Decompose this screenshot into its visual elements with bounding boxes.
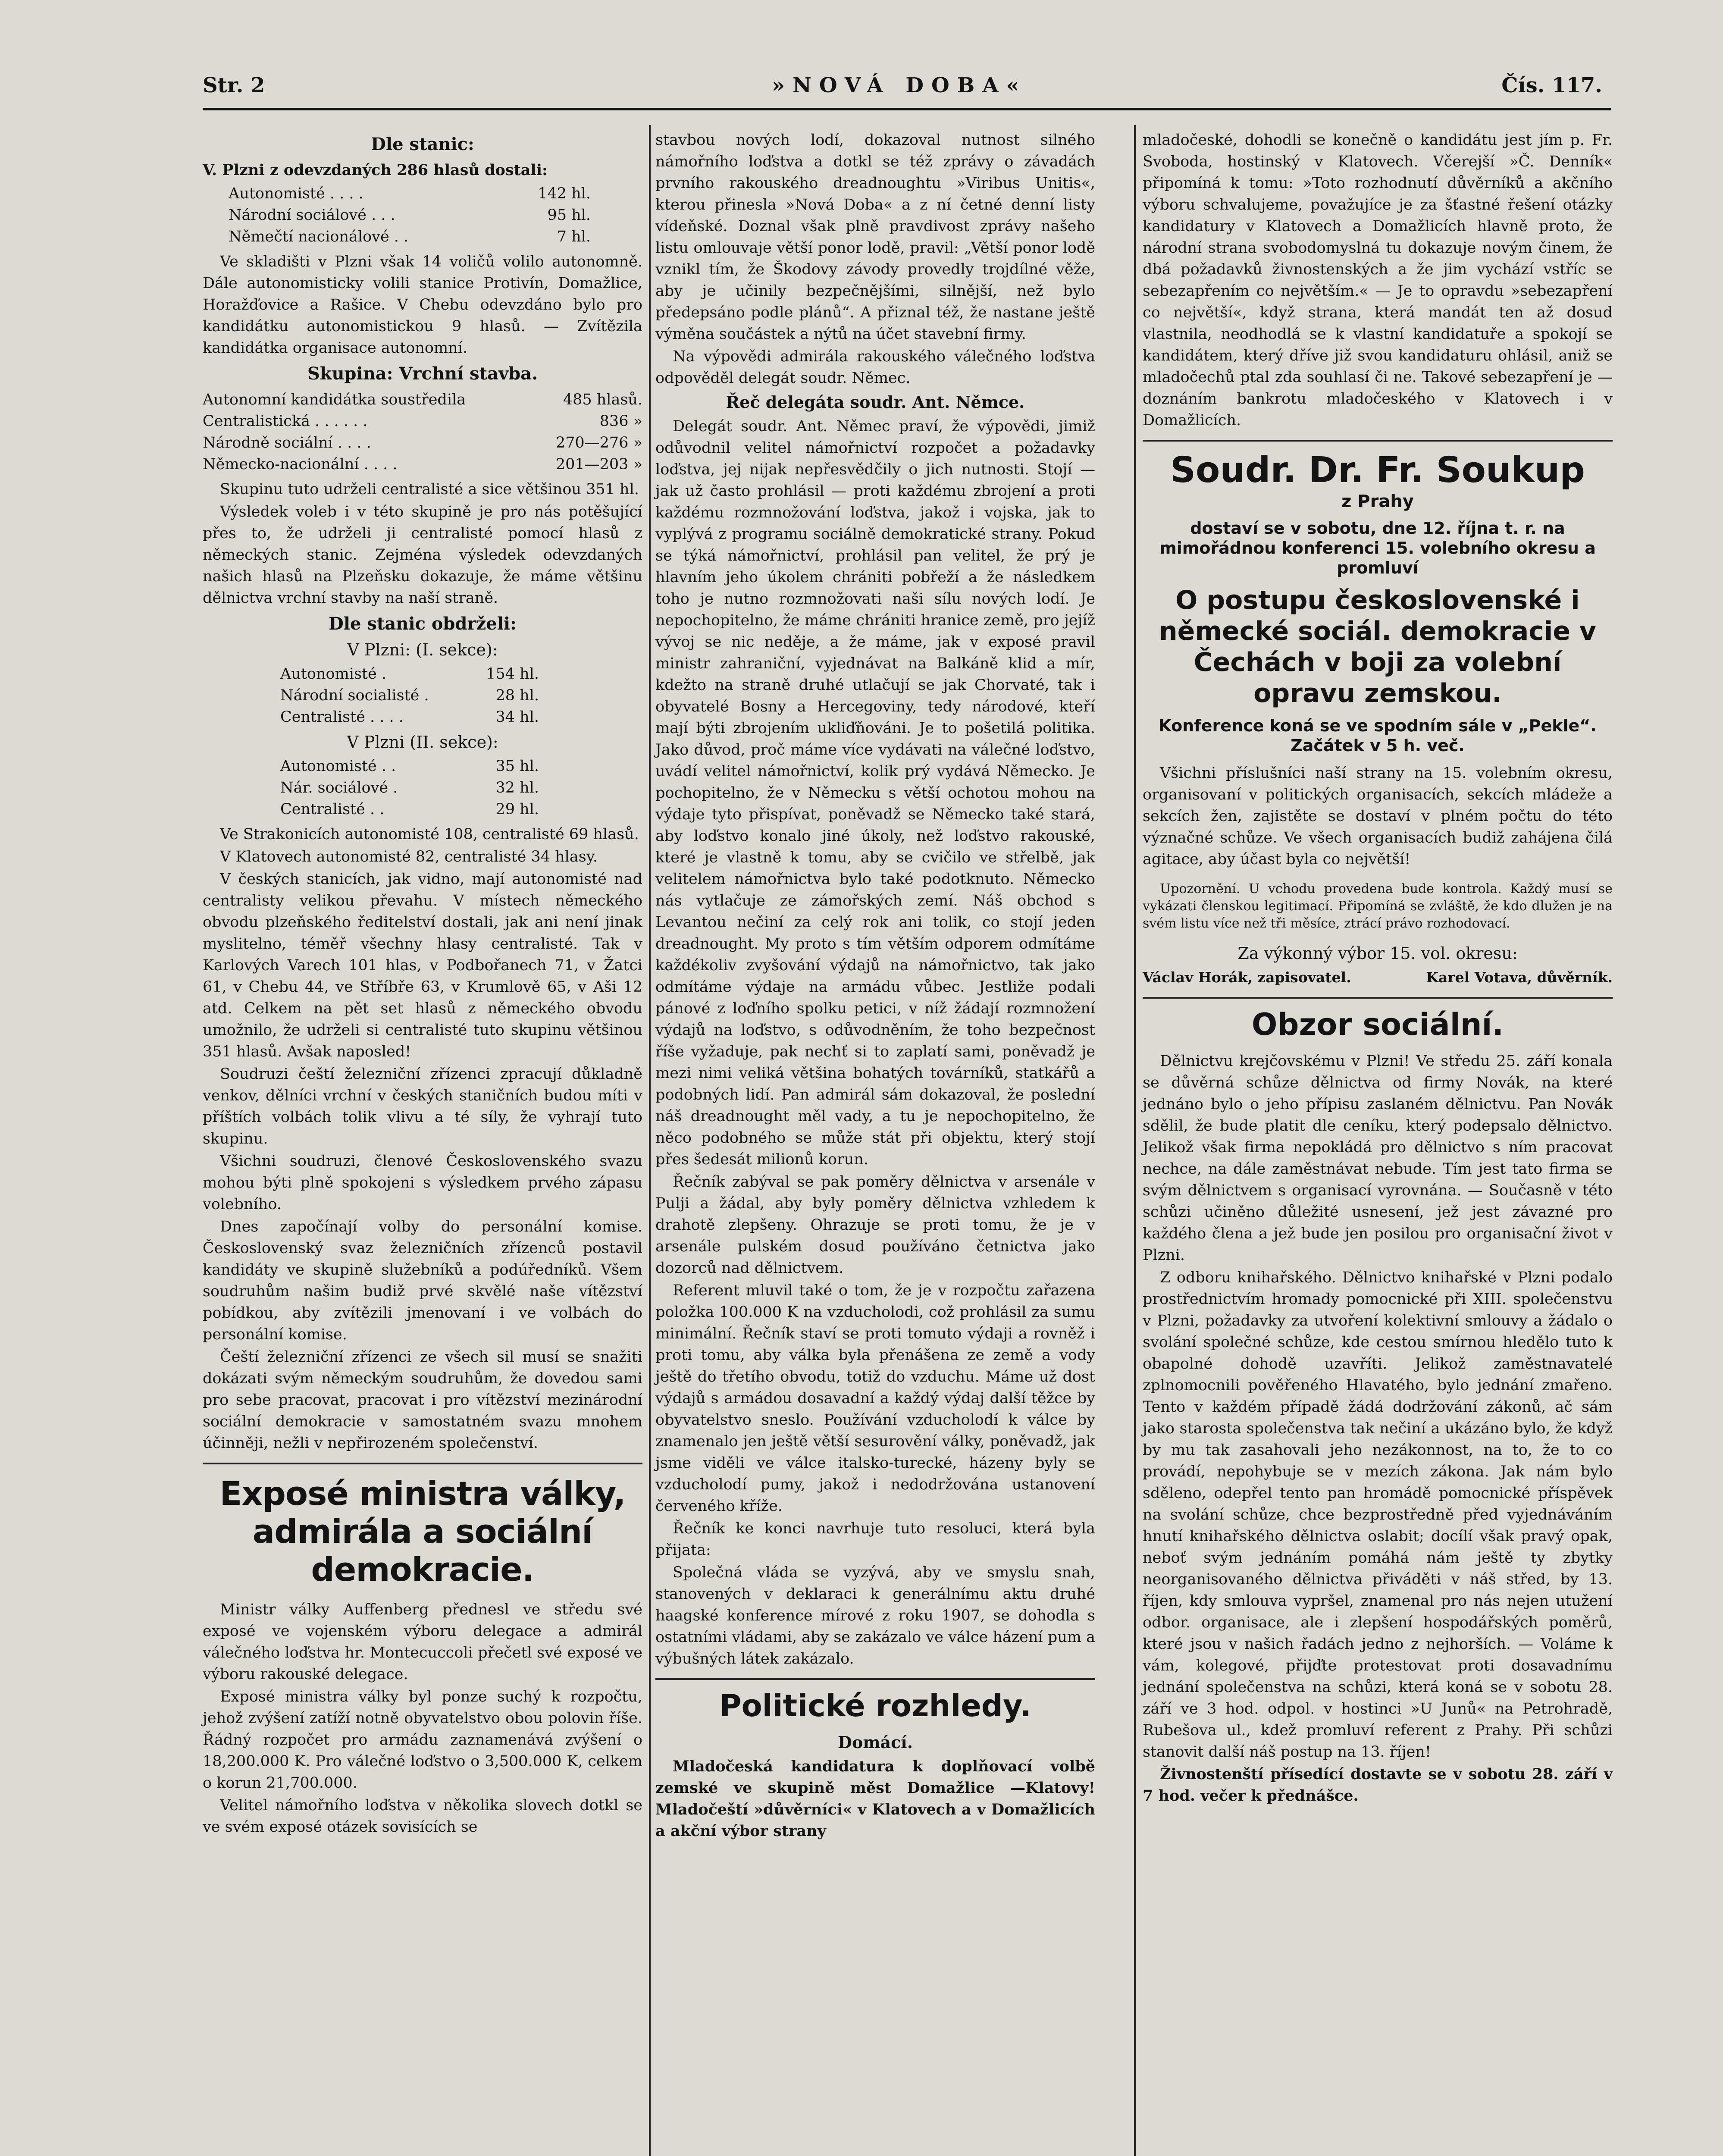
paragraph: Referent mluvil také o tom, že je v rozpočtu zařazena položka 100.000 K na vzducholodi, což prohlásil za sumu minimální. Řečník staví se proti tomuto výdaji a rovněž i proti tomu, aby válka byla přenášena ze země a vody ještě do třetího obvodu, totiž do vzduchu. Máme už dost výdajů s armádou dosavadní a každý výdaj další těžce by obyvatelstvo sneslo. Používání vzducholodí k válce by znamenalo jen ještě větší sesurovění války, poněvadž, jak jsme viděli ve válce italsko-turecké, házeny byly se vzducholodí pumy, jakož i nedodržována ustanovení červeného kříže.: [655, 1282, 1095, 1515]
plzen2-stats: [280, 755, 642, 820]
paragraph: Výsledek voleb i v této skupině je pro nás potěšující přes to, že udrželi ji centralisté pomocí hlasů z německých stanic. Zejména výsledek odevzdaných našich hlasů na Plzeňsku dokazuje, že máme většinu dělnictva vrchní stavby na naší straně.: [203, 503, 642, 607]
plzen1-stats: [280, 663, 642, 728]
paragraph: Živnostenští přísedící dostavte se v sobotu 28. září v 7 hod. večer k přednášce.: [1143, 1765, 1613, 1805]
issue-number: Čís. 117.: [1501, 73, 1602, 97]
paragraph: Ve Strakonicích autonomisté 108, centralisté 69 hlasů.: [220, 826, 639, 843]
social-headline: Obzor sociální.: [1251, 1007, 1504, 1042]
stat-row: Nár. sociálové . 32 hl.: [280, 779, 539, 796]
paragraph: stavbou nových lodí, dokazoval nutnost silného námořního loďstva a dotkl se též zprávy o závadách prvního rakouského dreadnoughtu »Viribus Unitis«, kterou přinesla »Nová Doba« a z ní četné denní listy vídeňské. Doznal však plně pravdivost zprávy našeho listu omlouvaje větší ponor lodě, pravil: „Větší ponor lodě vznikl tím, že Škodovy závody provedly trojdílné věže, aby je učinily bezpečnějšími, silnější, než bylo předepsáno podle plánů“. A přiznal též, že nastane ještě výměna součástek a nýtů na účet stavební firmy.: [655, 132, 1095, 343]
stat-row: Autonomní kandidátka soustředila 485 hlasů.: [203, 391, 642, 408]
paragraph: Všichni soudruzi, členové Československého svazu mohou býti plně spokojeni s výsledkem prvého zápasu volebního.: [203, 1153, 642, 1213]
stat-row: Autonomisté . . . . 142 hl.: [229, 185, 591, 202]
stat-row: Němečtí nacionálové . . 7 hl.: [229, 228, 591, 245]
ad-text: dostaví se v sobotu, dne 12. října t. r. na mimořádnou konferenci 15. volebního okresu a promluví: [1159, 519, 1596, 577]
notice: Upozornění. U vchodu provedena bude kontrola. Každý musí se vykázati členskou legitimací. Připomíná se zvláště, že kdo dlužen je na svém listu více než tři měsíce, ztrácí právo rozhodovací.: [1143, 881, 1613, 931]
ad-title: Soudr. Dr. Fr. Soukup: [1170, 450, 1585, 491]
results-heading: Dle stanic:: [371, 134, 474, 154]
paragraph: Řečník zabýval se pak poměry dělnictva v arsenále v Pulji a žádal, aby byly poměry dělnictva vzhledem k drahotě zlepšeny. Ohrazuje se proti tomu, že je v arsenále pulském dosud používáno četnictva jako dozorců nad dělnictvem.: [655, 1173, 1095, 1277]
paragraph: Dělnictvu krejčovskému v Plzni! Ve středu 25. září konala se důvěrná schůze dělnictva od firmy Novák, na které jednáno bylo o jeho přípisu zaslaném dělnictvu. Pan Novák sdělil, že bude platit dle ceníku, který podepsalo dělnictvo. Jelikož však firma nepokládá pro dělnictvo s ním pracovat nechce, na dále zaměstnávat nebude. Tím jest tato firma se svým dělnictvem s organisací vyrovnána. — Současně v této schůzi učiněno důležité usnesení, jež jest závazné pro každého člena a jež bude jen posilou pro organisační život v Plzni.: [1143, 1053, 1613, 1264]
paragraph: Z odboru knihařského. Dělnictvo knihařské v Plzni podalo prostřednictvím hromady pomocnické při XIII. společenstvu v Plzni, požadavky za utvoření kolektivní smlouvy a žádalo o svolání společné schůze, kde cestou smírnou hledělo tuto k obapolné dohodě uzavříti. Jelikož zaměstnavatelé zplnomocnili pověřeného Hlavatého, bylo jednání zmařeno. Tento v každém případě žádá dodržování zákonů, ač sám jako starosta společenstva tak nečiní a ukázáno bylo, že když by mu tak zasahovali jeho nezákonnost, na to, že to co provádí, nepohybuje se v mezích zákona. Jak nám bylo sděleno, odepřel tento pan hromádě pomocnické příspěvek na svolání schůze, chce bezprostředně před vyjednáváním hnutí knihařského dělnictva oslabit; docílí však pravý opak, neboť svým jednáním pomáhá nám ještě ty zbytky neorganisovaného dělnictva přiváděti v náš střed, by 13. říjen, kdy smlouva vypršel, znamenal pro nás nejen utužení odbor. organisace, ale i zlepšení hospodářských poměrů, které jsou v našich řadách jedno z nejhorších. — Voláme k vám, kolegové, přijďte protestovat proti dosavadnímu jednání společenstva na schůzi, která koná se v sobotu 28. září ve 3 hod. odpol. v hostinci »U Junů« na Petrohradě, Rubešova ul., kdež promluví referent z Prahy. Při schůzi stanovit další náš postup na 13. říjen!: [1143, 1269, 1613, 1761]
section-rule: [203, 1463, 642, 1464]
committee-line: Za výkonný výbor 15. vol. okresu:: [1237, 944, 1518, 963]
paragraph: Řečník ke konci navrhuje tuto resoluci, která byla přijata:: [655, 1520, 1095, 1559]
column-1: [203, 129, 642, 1839]
expose-headline: Exposé ministra války, admirála a sociální demokracie.: [219, 1474, 626, 1589]
page-header: [203, 73, 1602, 108]
ad-venue: Konference koná se ve spodním sále v „Pekle“. Začátek v 5 h. več.: [1159, 716, 1597, 755]
paragraph: Dnes započínají volby do personální komise. Československý svaz železničních zřízenců postavil kandidáty ve skupině služebníků a podúředníků. Všem soudruhům našim budiž prvé skvělé naše vítězství pobídkou, aby zvítězili jmenovaní i ve volbách do personální komise.: [203, 1218, 642, 1343]
page-number: Str. 2: [203, 73, 265, 97]
group-stats: [203, 389, 642, 475]
signature-right: Karel Votava, důvěrník.: [1426, 969, 1613, 986]
soukup-announcement: [1143, 450, 1613, 755]
ad-subtitle: z Prahy: [1341, 492, 1414, 511]
stat-row: Autonomisté . 154 hl.: [280, 665, 539, 683]
stat-row: Národní sociálové . . . 95 hl.: [229, 207, 591, 224]
column-divider-1: [649, 125, 651, 2156]
stat-row: Centralisté . . . . 34 hl.: [280, 708, 539, 726]
paragraph: Společná vláda se vyzývá, aby ve smyslu snah, stanovených v deklaraci k generálnímu aktu druhé haagské konference mírové z roku 1907, se dohodla s ostatními vládami, aby se zakázalo ve válce házení pum a výbušných látek zakázalo.: [655, 1564, 1095, 1667]
stat-row: Národně sociální . . . . 270—276 »: [203, 434, 642, 451]
paragraph: Exposé ministra války byl ponze suchý k rozpočtu, jehož zvýšení zatíží notně obyvatelstvo obou polovin říše. Řádný rozpočet pro armádu zaznamenává zvýšení o 18,200.000 K. Pro válečné loďstvo o 3,500.000 K, celkem o korun 21,700.000.: [203, 1688, 642, 1792]
plzen1-heading: V Plzni: (I. sekce):: [347, 640, 498, 659]
stat-row: Centralistická . . . . . . 836 »: [203, 413, 642, 430]
plzen-stats: [229, 183, 642, 248]
stat-row: Národní socialisté . 28 hl.: [280, 687, 539, 704]
domestic-subheading: Domácí.: [838, 1733, 913, 1752]
signatures: [1143, 967, 1613, 988]
plzen2-heading: V Plzni (II. sekce):: [347, 733, 498, 752]
header-rule: [203, 108, 1611, 110]
paragraph: V Klatovech autonomisté 82, centralisté 34 hlasy.: [220, 848, 598, 865]
paragraph: Ve skladišti v Plzni však 14 voličů volilo autonomně. Dále autonomisticky volili stanice Protivín, Domažlice, Horažďovice a Rašice. V Chebu odevzdáno bylo pro kandidátku autonomistickou 9 hlasů. — Zvítězila kandidátka organisace autonomní.: [203, 253, 642, 357]
ad-headline: O postupu československé i německé sociál. demokracie v Čechách v boji za volební opravu zemskou.: [1159, 585, 1597, 708]
section-rule: [1143, 997, 1613, 999]
paragraph: Mladočeská kandidatura k doplňovací volbě zemské ve skupině měst Domažlice —Klatovy! Mladočeští »důvěrníci« v Klatovech a v Domažlicích a akční výbor strany: [655, 1758, 1095, 1840]
stat-row: Německo-nacionální . . . . 201—203 »: [203, 456, 642, 473]
stations-heading: Dle stanic obdrželi:: [329, 614, 517, 634]
paragraph: Delegát soudr. Ant. Němec praví, že výpovědi, jimiž odůvodnil velitel námořnictví rozpočet a požadavky loďstva, jej nijak nepřesvědčily o jich nutnosti. Stojí — jak už často prohlásil — proti každému zbrojení a proti každému rozmnožování loďstva, jakož i vojska, jak to vyplývá z programu sociálně demokratické strany. Pokud se týká námořnictví, prohlásil pan velitel, že prý je hlavním jeho úkolem chrániti pobřeží a že následkem toho je nutno rozmnožovati naši sílu nových lodí. Je nepochopitelno, že máme chrániti hranice země, pro jejíž vývoj se nic neděje, a že máme, jak v exposé pravil ministr zahraniční, vyjednávat na Balkáně klid a mír, kdežto na straně druhé utlačují se jak Chorvaté, tak i obyvatelé Bosny a Hercegoviny, tedy národové, kteří mají býti zbrojením ukliďňováni. Je to pošetilá politika. Jako důvod, proč máme více vydávati na válečné loďstvo, uvádí velitel námořnictví, kolik prý vydává Německo. Je pochopitelno, že v Německu s větší ochotou mohou na výdaje tyto přispívat, poněvadž se Německo také stará, aby loďstvo konalo jiné úkoly, než loďstvo rakouské, které je vlastně k tomu, aby se cvičilo ve střelbě, jak velitelem námořnictva bylo také podotknuto. Německo nás vytlačuje ze zámořských zemí. Náš obchod s Levantou nečiní za celý rok ani tolik, co stojí jeden dreadnought. My proto s tím větším odporem odmítáme každékoliv zvyšování výdajů na námořnictvo, tak jako odmítáme výdaje na armádu vůbec. Jestliže podali pánové z loďního spolku petici, v níž žádají rozmnožení výdajů na loďstvo, s odůvodněním, že toho bezpečnost říše vyžaduje, pak nechť si to zaplatí sami, poněvadž je mezi nimi veliká většina bohatých továrníků, statkářů a podobných lidí. Pan admirál sám dokazoval, že poslední náš dreadnought měl vady, a tu je nepochopitelno, že něco podobného se může stát při objektu, který stojí přes šedesát milionů korun.: [655, 418, 1095, 1168]
column-2: [655, 129, 1095, 1843]
paragraph: Skupinu tuto udrželi centralisté a sice většinou 351 hl.: [220, 481, 639, 498]
paragraph: Ministr války Auffenberg přednesl ve středu své exposé ve vojenském výboru delegace a admirál válečného loďstva hr. Montecuccoli přečetl své exposé ve výboru rakouské delegace.: [203, 1601, 642, 1683]
paragraph: V českých stanicích, jak vidno, mají autonomisté nad centralisty velikou převahu. V místech německého obvodu plzeňského ředitelství dostali, jak ani není jinak myslitelno, téměř všechny hlasy centralisté. Tak v Karlových Varech 101 hlas, v Podbořanech 71, v Žatci 61, v Chebu 44, ve Stříbře 63, v Krumlově 65, v Aši 12 atd. Celkem na pět set hlasů z německého obvodu umožnilo, že udrželi si centralisté tuto skupinu většinou 351 hlasů. Avšak naposled!: [203, 871, 642, 1060]
paragraph: Soudruzi čeští železniční zřízenci zpracují důkladně venkov, dělníci vrchní v českých staničních budou míti v příštích volbách tolik vlivu a té síly, že vyhrají tuto skupinu.: [203, 1065, 642, 1147]
group-heading: Skupina: Vrchní stavba.: [307, 364, 538, 384]
paragraph: Všichni příslušníci naší strany na 15. volebním okresu, organisovaní v politických organisacích, sekcích mládeže a sekcích žen, zajistěte se dostaví v plném počtu do této význačné schůze. Ve všech organisacích budiž zahájena čilá agitace, aby účast byla co největší!: [1143, 765, 1613, 868]
section-rule: [655, 1678, 1095, 1680]
paragraph: Na výpovědi admirála rakouského válečného loďstva odpověděl delegát soudr. Němec.: [655, 348, 1095, 387]
masthead-title: »NOVÁ DOBA«: [772, 73, 1027, 97]
plzen-intro: V. Plzni z odevzdaných 286 hlasů dostali:: [203, 161, 548, 179]
column-3: [1143, 129, 1613, 1808]
paragraph: Velitel námořního loďstva v několika slovech dotkl se ve svém exposé otázek sovisících se: [203, 1797, 642, 1836]
stat-row: Autonomisté . . 35 hl.: [280, 758, 539, 775]
paragraph: mladočeské, dohodli se konečně o kandidátu jest jím p. Fr. Svoboda, hostinský v Klatovech. Včerejší »Č. Denník« připomíná k tomu: »Toto rozhodnutí důvěrníků a akčního výboru schvalujeme, považujíce je za šťastné řešení otázky kandidatury v Klatovech a Domažlicích hlavně proto, že národní strana svobodomyslná tu dokazuje novým činem, že dbá požadavků živnostenských a že jim vychází vstříc se sebezapřením co největším.« — Je to opravdu »sebezapření co největší«, když strana, která mandát ten až dosud vlastnila, neodhodlá se k vlastní kandidatuře a spokojí se kandidátem, který dříve již svou kandidaturu ohlásil, aniž se mladočechů ptal zda souhlasí či ne. Takové sebezapření je — doznáním bankrotu mladočeského v Klatovech i v Domažlicích.: [1143, 132, 1613, 429]
speech-heading: Řeč delegáta soudr. Ant. Němce.: [726, 392, 1025, 412]
signature-left: Václav Horák, zapisovatel.: [1143, 969, 1351, 986]
politics-headline: Politické rozhledy.: [719, 1688, 1031, 1724]
paragraph: Čeští železniční zřízenci ze všech sil musí se snažiti dokázati svým německým soudruhům, že dovedou sami pro sebe pracovat, pracovat i pro vítězství mezinárodní sociální demokracie v samostatném svazu mnohem účinněji, nežli v nepřirozeném společenství.: [203, 1348, 642, 1452]
column-divider-2: [1134, 125, 1136, 2156]
stat-row: Centralisté . . 29 hl.: [280, 801, 539, 818]
section-rule: [1143, 440, 1613, 442]
